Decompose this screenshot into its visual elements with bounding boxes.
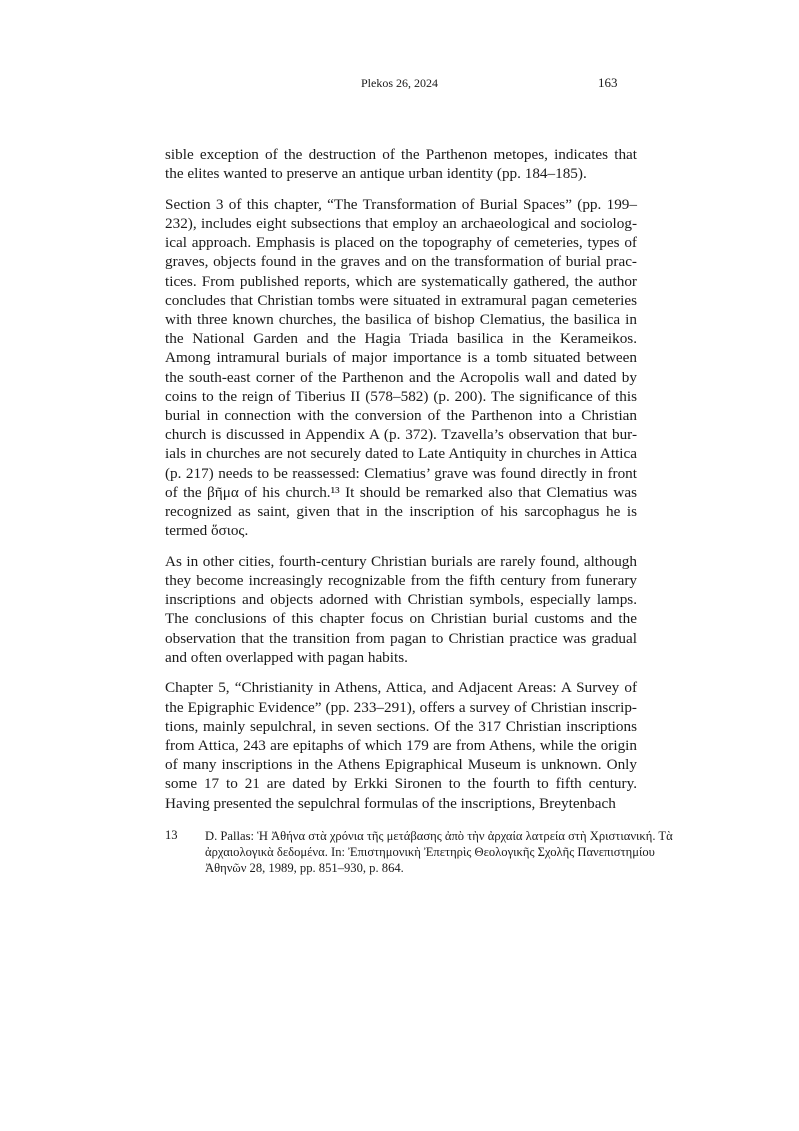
text-line: church is discussed in Appendix A (p. 372). Tzavella’s observation that bur- [165, 426, 637, 444]
text-line: graves, objects found in the graves and on the transformation of burial prac- [165, 253, 637, 271]
text-line: the elites wanted to preserve an antique urban identity (pp. 184–185). [165, 165, 587, 183]
paragraph [165, 145, 637, 183]
text-line: The conclusions of this chapter focus on Christian burial customs and the [165, 610, 637, 628]
text-line: recognized as saint, given that in the inscription of his sarcophagus he is [165, 502, 637, 520]
text-line: Section 3 of this chapter, “The Transformation of Burial Spaces” (pp. 199– [165, 195, 637, 213]
text-line: from Attica, 243 are epitaphs of which 179 are from Athens, while the origin [165, 736, 637, 754]
text-line: tices. From published reports, which are systematically gathered, the author [165, 272, 637, 290]
main-text [165, 145, 637, 824]
text-line: coins to the reign of Tiberius II (578–582) (p. 200). The significance of this [165, 387, 637, 405]
text-line: concludes that Christian tombs were situated in extramural pagan cemeteries [165, 291, 637, 309]
footnote-line: ἀρχαιολογικὰ δεδομένα. In: Ἐπιστημονικὴ Ἐπετηρὶς Θεολογικῆς Σχολῆς Πανεπιστημίου [205, 845, 655, 860]
paragraph [165, 195, 637, 540]
text-line: Chapter 5, “Christianity in Athens, Attica, and Adjacent Areas: A Survey of [165, 679, 637, 697]
text-line: of many inscriptions in the Athens Epigraphical Museum is unknown. Only [165, 756, 637, 774]
text-line: of the βῆμα of his church.¹³ It should be remarked also that Clematius was [165, 483, 637, 501]
text-line: ical approach. Emphasis is placed on the topography of cemeteries, types of [165, 234, 637, 252]
text-line: Having presented the sepulchral formulas of the inscriptions, Breytenbach [165, 794, 616, 812]
text-line: some 17 to 21 are dated by Erkki Sironen to the fourth to fifth century. [165, 775, 637, 793]
journal-title: Plekos 26, 2024 [360, 76, 438, 90]
page-number: 163 [598, 75, 618, 90]
footnote-text [205, 828, 673, 877]
text-line: the Epigraphic Evidence” (pp. 233–291), offers a survey of Christian inscrip- [165, 698, 637, 716]
text-line: 232), includes eight subsections that employ an archaeological and sociolog- [165, 215, 637, 233]
text-line: (p. 217) needs to be reassessed: Clematius’ grave was found directly in front [165, 464, 637, 482]
text-line: the National Garden and the Hagia Triada basilica in the Kerameikos. [165, 330, 637, 348]
text-line: with three known churches, the basilica of bishop Clematius, the basilica in [165, 311, 637, 328]
text-line: and often overlapped with pagan habits. [165, 648, 408, 666]
footnote-line: D. Pallas: Ἡ Ἀθήνα στὰ χρόνια τῆς μετάβασης ἀπὸ τὴν ἀρχαία λατρεία στὴ Χριστιανική. Τὰ [205, 829, 673, 843]
text-line: tions, mainly sepulchral, in seven sections. Of the 317 Christian inscriptions [165, 717, 637, 735]
text-line: they become increasingly recognizable from the fifth century from funerary [165, 571, 637, 589]
text-line: termed ὅσιος. [165, 522, 249, 540]
text-line: ials in churches are not securely dated to Late Antiquity in churches in Attica [165, 445, 637, 463]
paragraph [165, 678, 637, 812]
text-line: inscriptions and objects adorned with Christian symbols, especially lamps. [165, 591, 637, 609]
text-line: sible exception of the destruction of the Parthenon metopes, indicates that [165, 146, 637, 163]
footnote-line: Ἀθηνῶν 28, 1989, pp. 851–930, p. 864. [205, 861, 404, 876]
text-line: Among intramural burials of major importance is a tomb situated between [165, 349, 637, 367]
text-line: burial in connection with the conversion of the Parthenon into a Christian [165, 406, 637, 424]
text-line: observation that the transition from pagan to Christian practice was gradual [165, 629, 637, 647]
paragraph [165, 552, 637, 667]
text-line: As in other cities, fourth-century Christian burials are rarely found, although [165, 552, 637, 570]
text-line: the south-east corner of the Parthenon and the Acropolis wall and dated by [165, 368, 637, 386]
footnote-number: 13 [165, 828, 178, 842]
